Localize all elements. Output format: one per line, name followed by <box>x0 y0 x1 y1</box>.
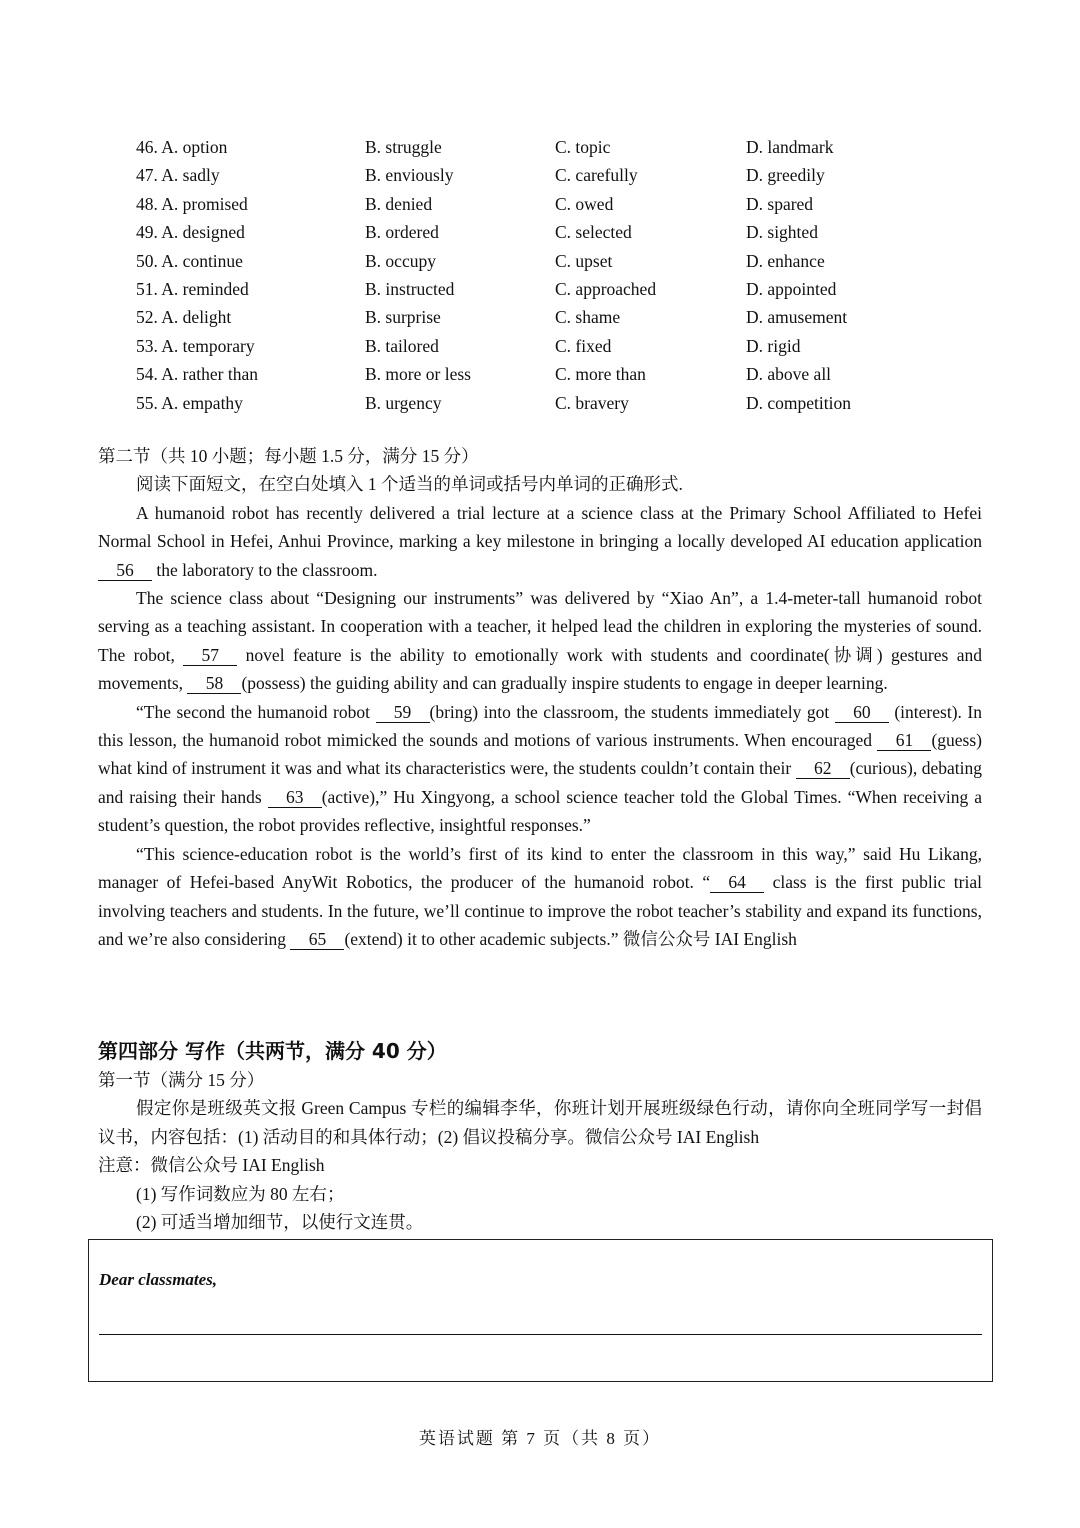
option-a: 50. A. continue <box>136 250 243 271</box>
question-row <box>136 218 936 246</box>
option-c: C. shame <box>555 307 621 328</box>
option-a: 51. A. reminded <box>136 278 249 299</box>
note-2: (2) 可适当增加细节，以使行文连贯。 <box>136 1212 424 1233</box>
option-d: D. rigid <box>746 335 801 356</box>
note-1: (1) 写作词数应为 80 左右； <box>136 1183 345 1204</box>
passage-text: (extend) it to other academic subjects.” 微信公众号 IAI English <box>344 928 797 949</box>
answer-box[interactable] <box>88 1239 993 1382</box>
passage-text: The science class about “Designing our instruments” was delivered by “Xiao An”, a 1.4-meter-tall humanoid robot serving as a teaching assistant. In cooperation with a teacher, it helped lead the children in exploring the mysteries of sound. The robot, <box>98 588 982 665</box>
passage-text: (possess) the guiding ability and can gradually inspire students to engage in deeper learning. <box>241 673 888 694</box>
options-table <box>136 133 936 417</box>
part-four-heading: 第四部分 写作（共两节，满分 40 分） <box>98 1039 447 1063</box>
option-c: C. owed <box>555 193 614 214</box>
option-d: D. spared <box>746 193 814 214</box>
option-d: D. enhance <box>746 250 825 271</box>
option-c: C. more than <box>555 364 646 385</box>
question-row <box>136 247 936 275</box>
part-four <box>98 1036 982 1236</box>
page-footer: 英语试题 第 7 页（共 8 页） <box>418 1429 662 1448</box>
section-two <box>98 442 982 953</box>
writing-line <box>99 1334 982 1335</box>
option-b: B. denied <box>365 193 433 214</box>
passage-text: “This science-education robot is the world’s first of its kind to enter the classroom in this way,” said Hu Likang, manager of Hefei-based AnyWit Robotics, the producer of the humanoid robot. “ <box>98 843 982 893</box>
option-c: C. fixed <box>555 335 612 356</box>
option-d: D. appointed <box>746 278 837 299</box>
passage <box>98 499 982 954</box>
option-a: 47. A. sadly <box>136 165 220 186</box>
question-row <box>136 275 936 303</box>
question-row <box>136 303 936 331</box>
passage-text: (interest). In this lesson, the humanoid robot mimicked the sounds and motions of various instruments. When encouraged <box>98 701 982 751</box>
passage-paragraph <box>98 584 982 698</box>
passage-text: “The second the humanoid robot <box>136 701 376 722</box>
option-a: 49. A. designed <box>136 222 245 243</box>
option-d: D. competition <box>746 392 851 413</box>
option-d: D. greedily <box>746 165 825 186</box>
passage-text: (guess) what kind of instrument it was and what its characteristics were, the students couldn’t contain their <box>98 730 982 779</box>
blank-65[interactable]: 65 <box>290 929 344 950</box>
option-b: B. enviously <box>365 165 454 186</box>
option-a: 52. A. delight <box>136 307 232 328</box>
question-row <box>136 133 936 161</box>
option-c: C. selected <box>555 222 632 243</box>
passage-paragraph <box>98 840 982 954</box>
note-label: 注意：微信公众号 IAI English <box>98 1155 325 1176</box>
blank-58[interactable]: 58 <box>187 673 241 694</box>
option-c: C. topic <box>555 137 611 157</box>
blank-57[interactable]: 57 <box>183 645 237 666</box>
writing-prompt: 假定你是班级英文报 Green Campus 专栏的编辑李华，你班计划开展班级绿色行动，请你向全班同学写一封倡议书，内容包括：(1) 活动目的和具体行动；(2) 倡议投稿分享。微信公众号 IAI English <box>98 1098 982 1147</box>
option-b: B. occupy <box>365 250 436 271</box>
option-a: 53. A. temporary <box>136 335 255 356</box>
option-a: 46. A. option <box>136 137 228 157</box>
question-row <box>136 190 936 218</box>
option-a: 48. A. promised <box>136 193 248 214</box>
blank-56[interactable]: 56 <box>98 560 152 581</box>
passage-text: (curious), debating and raising their hands <box>98 758 982 807</box>
question-row <box>136 360 936 388</box>
option-a: 55. A. empathy <box>136 392 243 413</box>
blank-62[interactable]: 62 <box>796 758 850 779</box>
part-four-subheading: 第一节（满分 15 分） <box>98 1070 265 1090</box>
blank-64[interactable]: 64 <box>710 872 764 893</box>
option-b: B. instructed <box>365 278 455 299</box>
question-row <box>136 332 936 360</box>
blank-63[interactable]: 63 <box>268 787 322 808</box>
passage-text: class is the first public trial involving teachers and students. In the future, we’ll continue to improve the robot teacher’s stability and expand its functions, and we’re also considering <box>98 872 982 949</box>
blank-61[interactable]: 61 <box>877 730 931 751</box>
section-two-instruction: 阅读下面短文，在空白处填入 1 个适当的单词或括号内单词的正确形式. <box>136 474 683 495</box>
option-b: B. ordered <box>365 222 439 243</box>
passage-text: A humanoid robot has recently delivered a trial lecture at a science class at the Primary School Affiliated to Hefei Normal School in Hefei, Anhui Province, marking a key milestone in bringing a locally developed AI education application <box>98 502 982 552</box>
passage-text: novel feature is the ability to emotionally work with students and coordinate(协调) gestures and movements, <box>98 644 982 694</box>
option-c: C. bravery <box>555 392 629 413</box>
question-row <box>136 161 936 189</box>
option-d: D. above all <box>746 364 832 385</box>
salutation: Dear classmates, <box>99 1270 218 1289</box>
option-c: C. carefully <box>555 165 638 186</box>
option-b: B. surprise <box>365 307 441 328</box>
option-d: D. amusement <box>746 307 848 328</box>
section-two-heading: 第二节（共 10 小题；每小题 1.5 分，满分 15 分） <box>98 446 479 466</box>
blank-59[interactable]: 59 <box>376 702 430 723</box>
passage-paragraph <box>98 499 982 584</box>
option-b: B. struggle <box>365 137 442 157</box>
option-d: D. sighted <box>746 222 818 243</box>
option-b: B. more or less <box>365 364 471 385</box>
option-d: D. landmark <box>746 137 834 157</box>
option-c: C. approached <box>555 278 657 299</box>
passage-text: (bring) into the classroom, the students immediately got <box>429 701 835 722</box>
option-a: 54. A. rather than <box>136 364 258 385</box>
option-c: C. upset <box>555 250 613 271</box>
passage-text: the laboratory to the classroom. <box>152 559 378 580</box>
blank-60[interactable]: 60 <box>835 702 889 723</box>
option-b: B. urgency <box>365 392 442 413</box>
passage-paragraph <box>98 698 982 840</box>
passage-text: (active),” Hu Xingyong, a school science teacher told the Global Times. “When receiving a student’s question, the robot provides reflective, insightful responses.” <box>98 786 983 836</box>
question-row <box>136 389 936 417</box>
option-b: B. tailored <box>365 335 439 356</box>
